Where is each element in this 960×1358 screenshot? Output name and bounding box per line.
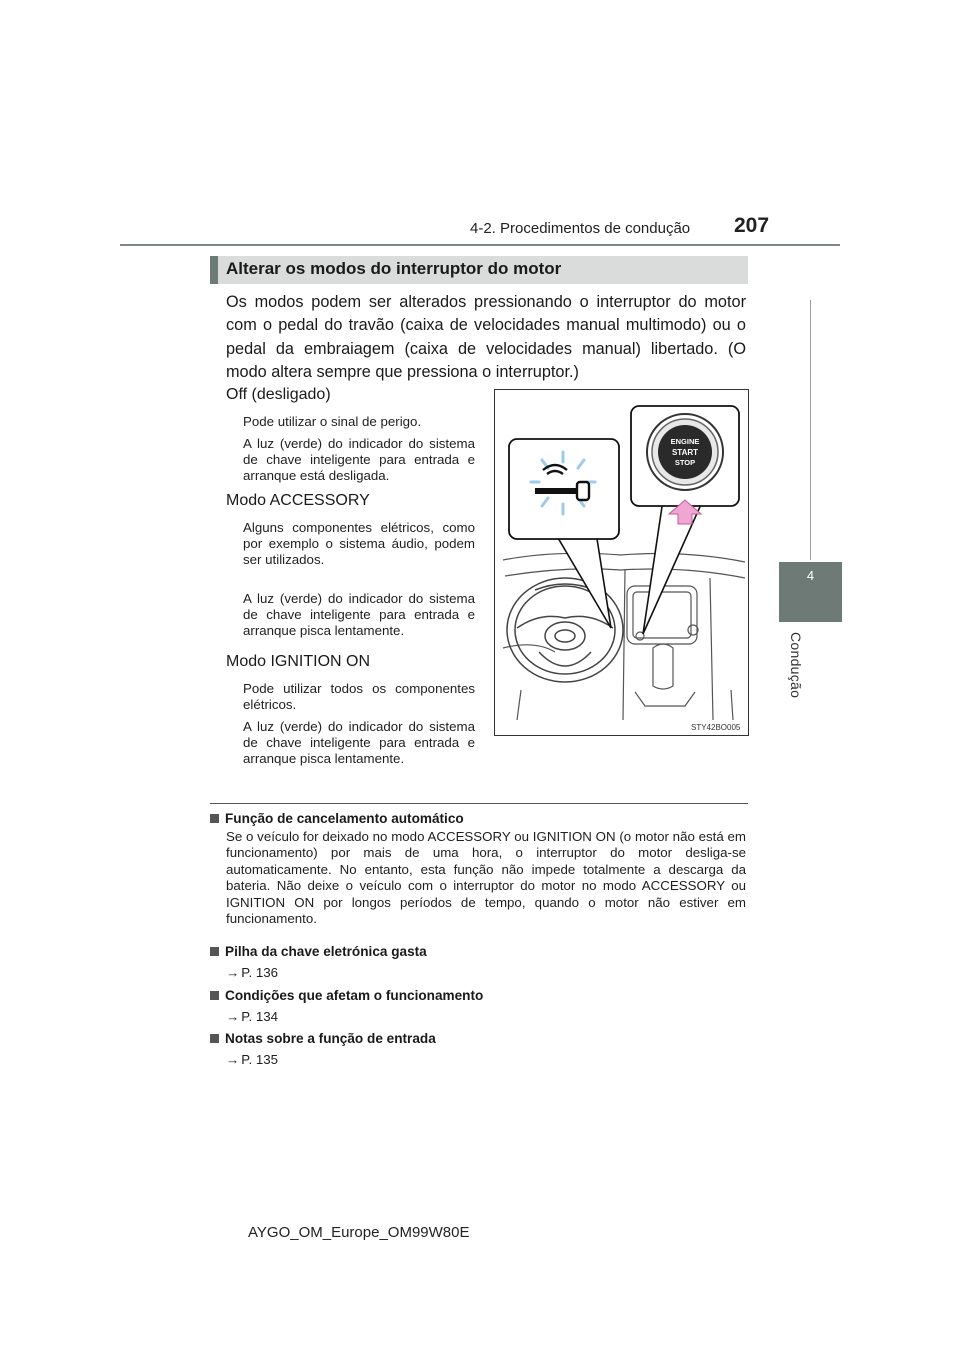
note-heading	[210, 944, 427, 959]
button-line-stop: STOP	[674, 458, 696, 467]
mode-description: A luz (verde) do indicador do sistema de chave inteligente para entrada e arranque está desligada.	[243, 436, 475, 484]
note-heading-text: Pilha da chave eletrónica gasta	[225, 944, 427, 959]
note-heading	[210, 811, 464, 826]
section-title: Alterar os modos do interruptor do motor	[226, 259, 562, 278]
page-reference-text: P. 135	[241, 1052, 279, 1067]
note-heading-text: Função de cancelamento automático	[225, 811, 464, 826]
notes-divider	[210, 803, 748, 804]
note-paragraph: Se o veículo for deixado no modo ACCESSORY ou IGNITION ON (o motor não está em funcionamento) por mais de uma hora, o interruptor do motor desliga-se automaticamente. No entanto, esta função não impede totalmente a descarga da bateria. Não deixe o veículo com o interruptor do motor no modo ACCESSORY ou IGNITION ON por longos períodos de tempo, quando o motor não estiver em funcionamento.	[226, 829, 746, 927]
bullet-square-icon	[210, 814, 219, 823]
chapter-tab-label: Condução	[788, 632, 804, 699]
dashboard-drawing	[495, 390, 748, 735]
side-divider	[810, 300, 811, 560]
page-reference[interactable]	[226, 1009, 278, 1024]
mode-description: Alguns componentes elétricos, como por exemplo o sistema áudio, podem ser utilizados.	[243, 520, 475, 568]
dashboard-outline	[503, 553, 745, 720]
page-reference[interactable]	[226, 1052, 278, 1067]
page-reference[interactable]	[226, 965, 278, 980]
note-heading	[210, 988, 483, 1003]
footer-document-id: AYGO_OM_Europe_OM99W80E	[248, 1224, 470, 1241]
section-banner-accent	[210, 256, 218, 284]
note-heading	[210, 1031, 436, 1046]
pointer-callout-left	[551, 526, 611, 628]
arrow-right-icon: →	[226, 1009, 240, 1024]
illustration-code: STY42BO005	[691, 723, 741, 732]
header-divider	[120, 244, 840, 246]
arrow-right-icon: →	[226, 1052, 240, 1067]
bullet-square-icon	[210, 991, 219, 1000]
bullet-square-icon	[210, 947, 219, 956]
mode-description: A luz (verde) do indicador do sistema de chave inteligente para entrada e arranque pisca lentamente.	[243, 591, 475, 639]
note-heading-text: Condições que afetam o funcionamento	[225, 988, 484, 1003]
mode-description: Pode utilizar o sinal de perigo.	[243, 414, 422, 429]
page-number: 207	[734, 214, 770, 237]
dashboard-illustration	[494, 389, 749, 736]
bullet-square-icon	[210, 1034, 219, 1043]
arrow-right-icon: →	[226, 965, 240, 980]
engine-start-stop-button	[647, 414, 723, 490]
note-heading-text: Notas sobre a função de entrada	[225, 1031, 436, 1046]
chapter-tab-number: 4	[806, 568, 815, 583]
mode-title-ignition-on: Modo IGNITION ON	[226, 653, 371, 670]
mode-title-off: Off (desligado)	[226, 386, 331, 403]
mode-description: Pode utilizar todos os componentes elétricos.	[243, 681, 475, 713]
button-line-start: START	[671, 448, 699, 457]
pointer-callout-right	[643, 500, 703, 634]
mode-title-accessory: Modo ACCESSORY	[226, 492, 370, 509]
running-header-section: 4-2. Procedimentos de condução	[470, 220, 691, 237]
intro-paragraph: Os modos podem ser alterados pressionando o interruptor do motor com o pedal do travão (caixa de velocidades manual multimodo) ou o pedal da embraiagem (caixa de velocidades manual) libertado. (O modo altera sempre que pressiona o interruptor.)	[226, 293, 746, 381]
page-reference-text: P. 134	[241, 1009, 279, 1024]
page-reference-text: P. 136	[241, 965, 279, 980]
button-line-engine: ENGINE	[670, 437, 700, 446]
mode-description: A luz (verde) do indicador do sistema de chave inteligente para entrada e arranque pisca lentamente.	[243, 719, 475, 767]
